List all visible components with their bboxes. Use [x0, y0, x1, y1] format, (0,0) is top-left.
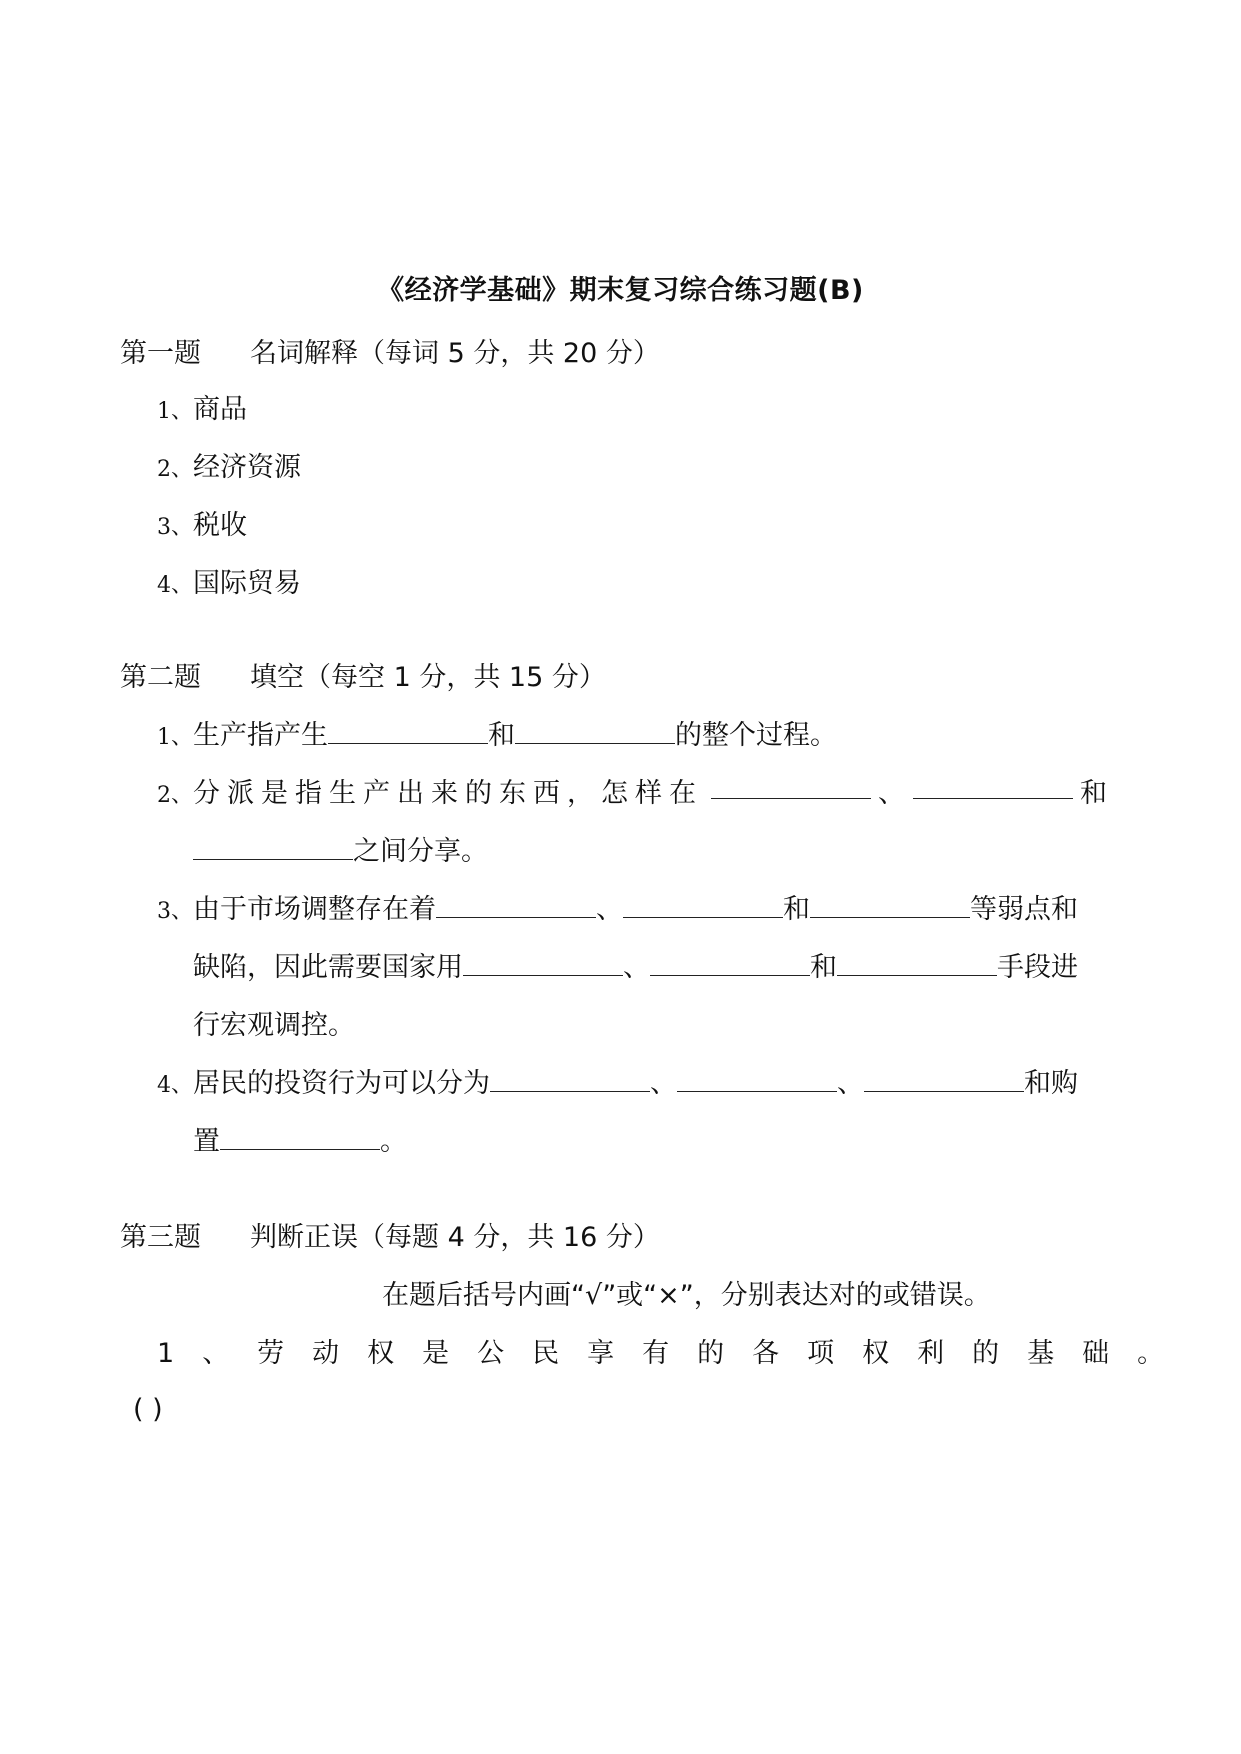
page-title: 《经济学基础》期末复习综合练习题(B) — [377, 275, 864, 306]
section-2-item-4 — [157, 1066, 1078, 1104]
fill-blank[interactable] — [515, 721, 675, 744]
section-3-number: 第三题 — [120, 1222, 201, 1253]
item-text: 居民的投资行为可以分为 — [193, 1068, 490, 1099]
fill-blank[interactable] — [220, 1127, 380, 1150]
fill-blank[interactable] — [650, 953, 810, 976]
fill-blank[interactable] — [328, 721, 488, 744]
item-index: 2、 — [157, 783, 193, 808]
item-text: 、 — [837, 1068, 864, 1099]
section-2-item-3 — [157, 892, 1078, 930]
fill-blank[interactable] — [810, 895, 970, 918]
item-text: 、劳动权是公民享有的各项权利的基础。 — [202, 1338, 1193, 1369]
item-text: 置 — [193, 1126, 220, 1157]
item-index: 3、 — [157, 899, 193, 924]
item-text: 、 — [623, 952, 650, 983]
item-text: 和购 — [1024, 1068, 1078, 1099]
item-index: 3、 — [157, 515, 193, 540]
fill-blank[interactable] — [677, 1069, 837, 1092]
section-1-heading — [120, 336, 660, 372]
section-2-heading — [120, 660, 606, 696]
item-text: 。 — [380, 1126, 407, 1157]
item-text: 分派是指生产出来的东西，怎样在 — [193, 778, 703, 809]
item-index: 4、 — [157, 1073, 193, 1098]
item-text: 等弱点和 — [970, 894, 1078, 925]
section-3-heading — [120, 1220, 660, 1256]
section-1-item-2 — [157, 450, 301, 488]
section-1-item-1 — [157, 392, 247, 430]
item-text: 的整个过程。 — [675, 720, 837, 751]
item-text: 税收 — [193, 510, 247, 541]
fill-blank[interactable] — [623, 895, 783, 918]
fill-blank[interactable] — [711, 776, 871, 799]
item-text: 和 — [783, 894, 810, 925]
item-text: 行宏观调控。 — [193, 1010, 355, 1041]
item-index: 4、 — [157, 573, 193, 598]
item-text: 、 — [596, 894, 623, 925]
item-index: 1、 — [157, 399, 193, 424]
section-2-item-1 — [157, 718, 837, 756]
section-2-item-2-continuation — [193, 834, 488, 870]
item-text: 生产指产生 — [193, 720, 328, 751]
section-1-item-3 — [157, 508, 247, 546]
section-3-instruction: 在题后括号内画“√”或“×”，分别表达对的或错误。 — [382, 1280, 991, 1311]
section-2-item-4-continuation — [193, 1124, 407, 1160]
item-text: 由于市场调整存在着 — [193, 894, 436, 925]
fill-blank[interactable] — [490, 1069, 650, 1092]
item-text: 经济资源 — [193, 452, 301, 483]
answer-bracket[interactable]: ( ) — [133, 1394, 163, 1425]
section-2-item-3-continuation-1 — [193, 950, 1078, 986]
section-2-item-2 — [157, 776, 1107, 814]
item-text: 和 — [488, 720, 515, 751]
section-3-item-1 — [157, 1336, 1193, 1372]
fill-blank[interactable] — [913, 776, 1073, 799]
item-text: 、 — [878, 778, 905, 809]
item-text: 之间分享。 — [353, 836, 488, 867]
section-3-title: 判断正误（每题 4 分，共 16 分） — [250, 1222, 660, 1253]
fill-blank[interactable] — [436, 895, 596, 918]
fill-blank[interactable] — [864, 1069, 1024, 1092]
fill-blank[interactable] — [837, 953, 997, 976]
item-text: 国际贸易 — [193, 568, 301, 599]
item-text: 手段进 — [997, 952, 1078, 983]
section-2-item-3-continuation-2 — [193, 1008, 355, 1044]
section-1-number: 第一题 — [120, 338, 201, 369]
item-index: 2、 — [157, 457, 193, 482]
item-text: 、 — [650, 1068, 677, 1099]
fill-blank[interactable] — [463, 953, 623, 976]
item-text: 和 — [1080, 778, 1107, 809]
item-text: 缺陷，因此需要国家用 — [193, 952, 463, 983]
section-2-title: 填空（每空 1 分，共 15 分） — [250, 662, 606, 693]
section-1-title: 名词解释（每词 5 分，共 20 分） — [250, 338, 660, 369]
item-index: 1、 — [157, 725, 193, 750]
section-1-item-4 — [157, 566, 301, 604]
item-text: 商品 — [193, 394, 247, 425]
item-text: 和 — [810, 952, 837, 983]
fill-blank[interactable] — [193, 837, 353, 860]
item-index: 1 — [157, 1338, 203, 1369]
section-2-number: 第二题 — [120, 662, 201, 693]
